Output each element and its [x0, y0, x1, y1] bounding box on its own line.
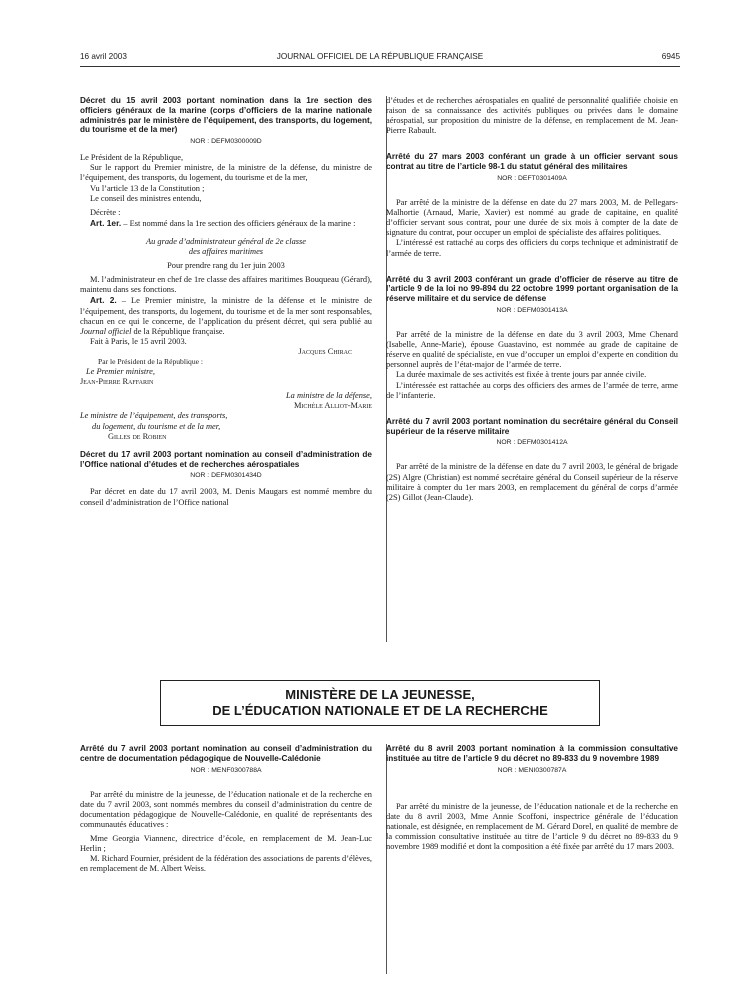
decree-1-decrete: Décrète :	[90, 207, 121, 217]
equipment-title-1: Le ministre de l’équipement, des transports,	[80, 411, 228, 421]
decree-1-fait: Fait à Paris, le 15 avril 2003.	[90, 336, 187, 346]
arrete-1-p1: Par arrêté de la ministre de la défense en date du 27 mars 2003, M. de Pellegars-Malhortie (Arnaud, Marie, Xavier) est nommé au grade de capitaine, en qualité d’officier servant sous contrat, pour une durée de six mois à compter de la date de signature du contrat, pour occuper un emploi de spécialiste des affaires politiques.	[386, 198, 678, 238]
decree-1-p2: Sur le rapport du Premier ministre, de la ministre de la défense, du ministre de l’équipement, des transports, du logement, du tourisme et de la mer,	[80, 163, 372, 183]
grade-line-1: Au grade d’administrateur général de 2e classe	[145, 236, 307, 246]
decree-2-nor: NOR : DEFM0301434D	[190, 472, 262, 480]
defense-title: La ministre de la défense,	[286, 391, 372, 401]
decree-1-p1: Le Président de la République,	[80, 153, 184, 163]
signature-president: Jacques Chirac	[298, 346, 352, 356]
ministry-line-2: DE L’ÉDUCATION NATIONALE ET DE LA RECHERCHE	[212, 703, 548, 718]
continuation-text: d’études et de recherches aérospatiales en qualité de personnalité qualifiée choisie en raison de sa connaissance des activités publiques ou privées dans le domaine aérospatial, sur proposition du ministre de la défense, en remplacement de M. Jean-Pierre Rabault.	[386, 96, 678, 136]
article-1-text: – Est nommé dans la 1re section des officiers généraux de la marine :	[121, 218, 356, 228]
decree-2-title: Décret du 17 avril 2003 portant nomination au conseil d’administration de l’Office national d’études et de recherches aérospatiales	[80, 449, 372, 469]
rank-line: Pour prendre rang du 1er juin 2003	[167, 261, 285, 271]
decree-1-p4: Le conseil des ministres entendu,	[90, 193, 202, 203]
article-2-end: de la République française.	[131, 326, 225, 336]
arrete-3-title: Arrêté du 7 avril 2003 portant nomination du secrétaire général du Conseil supérieur de la réserve militaire	[386, 416, 678, 436]
right-column-top	[386, 96, 678, 503]
par-le-president: Par le Président de la République :	[98, 356, 204, 366]
arrete-2-title: Arrêté du 3 avril 2003 conférant un grade d’officier de réserve au titre de l’article 9 de la loi no 99-894 du 22 octobre 1999 portant organisation de la réserve militaire et du service de défense	[386, 274, 678, 304]
article-2-text: – Le Premier ministre, la ministre de la défense et le ministre de l’équipement, des transports, du logement, du tourisme et de la mer sont responsables, chacun en ce qui le concerne, de l’application du présent décret, qui sera publié au	[80, 296, 372, 326]
arrete-4-p3: M. Richard Fournier, président de la fédération des associations de parents d’élèves, en remplacement de M. Albert Weiss.	[80, 854, 372, 874]
arrete-4-p2: Mme Georgia Viannenc, directrice d’école, en remplacement de M. Jean-Luc Herlin ;	[80, 834, 372, 854]
header-title: JOURNAL OFFICIEL DE LA RÉPUBLIQUE FRANÇAISE	[276, 52, 484, 61]
arrete-2-p3: L’intéressée est rattachée au corps des officiers des armes de l’armée de terre, arme de l’infanterie.	[386, 380, 678, 400]
grade-line-2: des affaires maritimes	[188, 247, 264, 257]
arrete-2-p2: La durée maximale de ses activités est fixée à trente jours par année civile.	[396, 370, 647, 380]
running-header	[80, 52, 680, 67]
decree-1-article-2	[80, 295, 372, 336]
article-1-label: Art. 1er.	[90, 217, 122, 228]
arrete-5-p1: Par arrêté du ministre de la jeunesse, de l’éducation nationale et de la recherche en date du 8 avril 2003, Mme Annie Scoffoni, inspectrice générale de l’éducation nationale, est désignée, en remplacement de M. Gérard Dorel, en qualité de membre de la commission consultative instituée au titre de l’article 9 du décret no 89-833 du 9 novembre 1989 modifié et dont la composition a été fixée par arrêté du 17 mars 2003.	[386, 801, 678, 852]
arrete-1-title: Arrêté du 27 mars 2003 conférant un grade à un officier servant sous contrat au titre de l’article 98-1 du statut général des militaires	[386, 152, 678, 172]
arrete-1-nor: NOR : DEFT0301409A	[497, 174, 567, 182]
arrete-4-title: Arrêté du 7 avril 2003 portant nomination au conseil d’administration du centre de documentation pédagogique de Nouvelle-Calédonie	[80, 744, 372, 763]
decree-1-p3: Vu l’article 13 de la Constitution ;	[90, 183, 205, 193]
pm-name: Jean-Pierre Raffarin	[80, 377, 154, 387]
arrete-2-p1: Par arrêté de la ministre de la défense en date du 3 avril 2003, Mme Chenard (Isabelle, Anne-Marie), épouse Guastavino, est nommée au grade de capitaine de réserve en qualité de spécialiste, en vue d’occuper un emploi d’experte en condition du personnel auprès de l’état-major de l’armée de terre.	[386, 330, 678, 370]
left-column-top	[80, 96, 372, 508]
decree-2-text: Par décret en date du 17 avril 2003, M. Denis Maugars est nommé membre du conseil d’administration de l’Office national	[80, 487, 372, 507]
arrete-5-nor: NOR : MENI0300787A	[497, 766, 567, 774]
pm-title: Le Premier ministre,	[86, 367, 155, 377]
arrete-3-p1: Par arrêté de la ministre de la défense en date du 7 avril 2003, le général de brigade (2S) Algre (Christian) est nommé secrétaire général du Conseil supérieur de la réserve militaire à compter du 1er mars 2003, en remplacement du général de corps d’armée (2S) Gillot (Jean-Claude).	[386, 462, 678, 502]
equipment-title-2: du logement, du tourisme et de la mer,	[92, 421, 221, 431]
decree-1-p5: M. l’administrateur en chef de 1re classe des affaires maritimes Bouqueau (Gérard), maintenu dans ses fonctions.	[80, 275, 372, 295]
article-2-label: Art. 2.	[90, 295, 117, 306]
decree-1-article-1	[80, 218, 372, 229]
right-column-bottom	[386, 744, 678, 852]
arrete-4-p1: Par arrêté du ministre de la jeunesse, de l’éducation nationale et de la recherche en date du 7 avril 2003, sont nommés membres du conseil d’administration du centre de documentation pédagogique de Nouvelle-Calédonie, en qualité de représentants des communautés éducatives :	[80, 789, 372, 829]
page-number: 6945	[661, 52, 680, 61]
arrete-4-nor: NOR : MENF0300788A	[190, 766, 262, 774]
decree-1-nor: NOR : DEFM0300009D	[190, 138, 262, 146]
header-date: 16 avril 2003	[80, 52, 127, 61]
arrete-2-nor: NOR : DEFM0301413A	[496, 307, 568, 315]
left-column-bottom	[80, 744, 372, 874]
ministry-heading	[160, 680, 600, 726]
arrete-3-nor: NOR : DEFM0301412A	[496, 439, 568, 447]
defense-name: Michèle Alliot-Marie	[293, 401, 372, 411]
journal-officiel-ref: Journal officiel	[80, 326, 132, 336]
decree-1-title: Décret du 15 avril 2003 portant nomination dans la 1re section des officiers généraux de la marine (corps d’officiers de la marine nationale administrés par le ministère de l’équipement, des transports, du logement, du tourisme et de la mer)	[80, 96, 372, 135]
arrete-5-title: Arrêté du 8 avril 2003 portant nomination à la commission consultative instituée au titre de l’article 9 du décret no 89-833 du 9 novembre 1989	[386, 744, 678, 763]
equipment-name: Gilles de Robien	[108, 431, 167, 441]
arrete-1-p2: L’intéressé est rattaché au corps des officiers du corps technique et administratif de l’armée de terre.	[386, 238, 678, 258]
ministry-line-1: MINISTÈRE DE LA JEUNESSE,	[285, 687, 475, 702]
